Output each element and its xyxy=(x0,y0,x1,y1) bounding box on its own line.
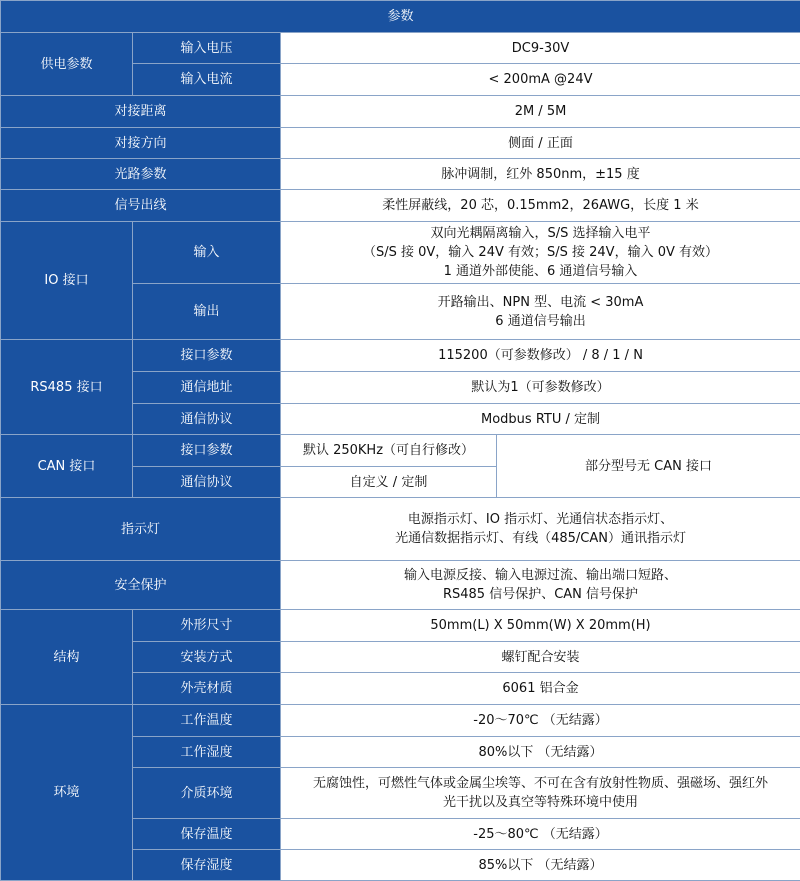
safety-line: RS485 信号保护、CAN 信号保护 xyxy=(442,587,639,602)
value-io-output xyxy=(281,284,800,340)
label-optical: 光路参数 xyxy=(1,159,281,190)
io-output-line: 6 通道信号输出 xyxy=(495,313,586,329)
table-row xyxy=(1,561,800,610)
label-can-protocol: 通信协议 xyxy=(133,467,281,498)
value-direction: 侧面 / 正面 xyxy=(281,128,800,159)
io-input-line: 双向光耦隔离输入，S/S 选择输入电平 xyxy=(430,226,651,241)
label-input-current: 输入电流 xyxy=(133,64,281,96)
io-input-line: 1 通道外部使能、6 通道信号输入 xyxy=(443,264,638,279)
value-rs485-address: 默认为1（可参数修改） xyxy=(281,372,800,404)
medium-line: 光干扰以及真空等特殊环境中使用 xyxy=(443,795,639,810)
value-rs485-params: 115200（可参数修改） / 8 / 1 / N xyxy=(281,340,800,372)
table-row xyxy=(1,222,800,284)
value-input-current: < 200mA @24V xyxy=(281,64,800,96)
value-rs485-protocol: Modbus RTU / 定制 xyxy=(281,404,800,435)
value-store-humidity: 85%以下 （无结露） xyxy=(281,850,800,881)
value-distance: 2M / 5M xyxy=(281,96,800,128)
label-input-voltage: 输入电压 xyxy=(133,33,281,64)
value-can-protocol: 自定义 / 定制 xyxy=(281,467,497,498)
label-medium: 介质环境 xyxy=(133,768,281,819)
group-environment: 环境 xyxy=(1,705,133,881)
table-row xyxy=(1,435,800,467)
indicator-line: 光通信数据指示灯、有线（485/CAN）通讯指示灯 xyxy=(395,531,686,546)
table-row xyxy=(1,33,800,64)
table-row xyxy=(1,159,800,190)
value-size: 50mm(L) X 50mm(W) X 20mm(H) xyxy=(281,610,800,642)
label-size: 外形尺寸 xyxy=(133,610,281,642)
group-io: IO 接口 xyxy=(1,222,133,340)
label-io-input: 输入 xyxy=(133,222,281,284)
table-row xyxy=(1,96,800,128)
label-store-humidity: 保存湿度 xyxy=(133,850,281,881)
label-rs485-protocol: 通信协议 xyxy=(133,404,281,435)
label-op-humidity: 工作湿度 xyxy=(133,737,281,768)
value-op-humidity: 80%以下 （无结露） xyxy=(281,737,800,768)
value-mount: 螺钉配合安装 xyxy=(281,642,800,673)
label-safety: 安全保护 xyxy=(1,561,281,610)
table-row xyxy=(1,705,800,737)
value-cable: 柔性屏蔽线，20 芯，0.15mm2，26AWG，长度 1 米 xyxy=(281,190,800,222)
label-distance: 对接距离 xyxy=(1,96,281,128)
label-mount: 安装方式 xyxy=(133,642,281,673)
table-row xyxy=(1,190,800,222)
table-row xyxy=(1,610,800,642)
value-material: 6061 铝合金 xyxy=(281,673,800,705)
safety-line: 输入电源反接、输入电源过流、输出端口短路、 xyxy=(404,568,678,583)
value-io-input xyxy=(281,222,800,284)
value-indicator xyxy=(281,498,800,561)
value-op-temp: -20～70℃ （无结露） xyxy=(281,705,800,737)
value-safety xyxy=(281,561,800,610)
group-structure: 结构 xyxy=(1,610,133,705)
group-can: CAN 接口 xyxy=(1,435,133,498)
value-store-temp: -25～80℃ （无结露） xyxy=(281,819,800,850)
value-can-params: 默认 250KHz（可自行修改） xyxy=(281,435,497,467)
value-input-voltage: DC9-30V xyxy=(281,33,800,64)
medium-line: 无腐蚀性，可燃性气体或金属尘埃等、不可在含有放射性物质、强磁场、强红外 xyxy=(313,776,769,791)
value-medium xyxy=(281,768,800,819)
indicator-line: 电源指示灯、IO 指示灯、光通信状态指示灯、 xyxy=(407,512,674,527)
io-output-line: 开路输出、NPN 型、电流 < 30mA xyxy=(437,294,644,310)
table-row xyxy=(1,498,800,561)
label-rs485-params: 接口参数 xyxy=(133,340,281,372)
label-indicator: 指示灯 xyxy=(1,498,281,561)
group-rs485: RS485 接口 xyxy=(1,340,133,435)
label-can-params: 接口参数 xyxy=(133,435,281,467)
io-input-line: （S/S 接 0V，输入 24V 有效；S/S 接 24V，输入 0V 有效） xyxy=(362,245,719,260)
group-power: 供电参数 xyxy=(1,33,133,96)
label-direction: 对接方向 xyxy=(1,128,281,159)
label-io-output: 输出 xyxy=(133,284,281,340)
value-can-note: 部分型号无 CAN 接口 xyxy=(497,435,800,498)
table-row xyxy=(1,1,800,33)
label-rs485-address: 通信地址 xyxy=(133,372,281,404)
table-title: 参数 xyxy=(1,1,800,33)
table-row xyxy=(1,340,800,372)
label-store-temp: 保存温度 xyxy=(133,819,281,850)
label-cable: 信号出线 xyxy=(1,190,281,222)
value-optical: 脉冲调制，红外 850nm，±15 度 xyxy=(281,159,800,190)
label-material: 外壳材质 xyxy=(133,673,281,705)
label-op-temp: 工作温度 xyxy=(133,705,281,737)
table-row xyxy=(1,128,800,159)
